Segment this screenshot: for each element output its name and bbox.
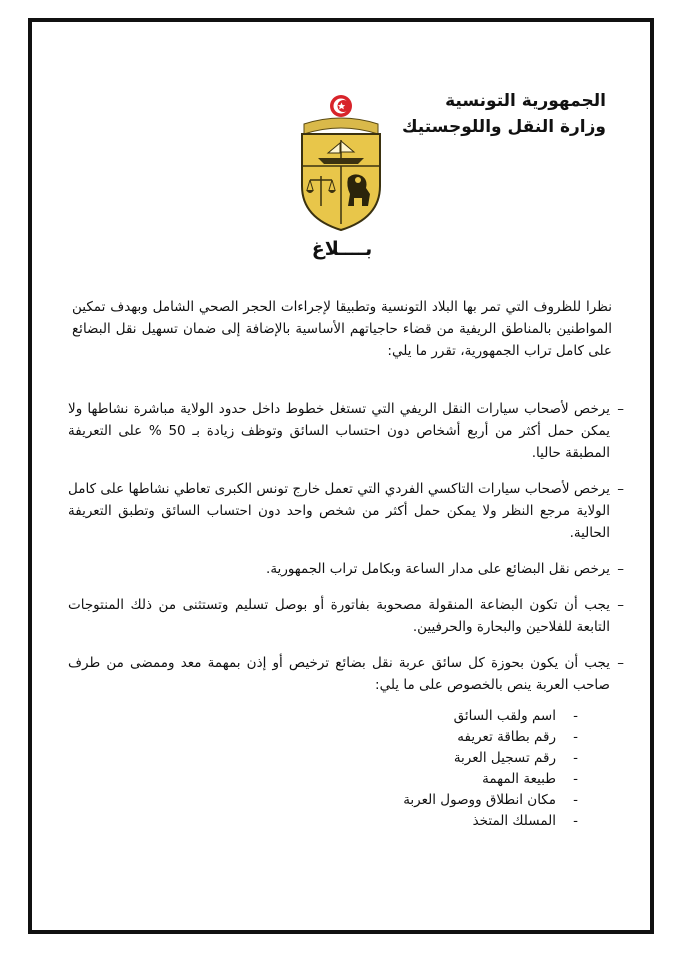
decisions-list [68, 398, 624, 710]
list-item: - رقم بطاقة تعريفه [278, 727, 578, 748]
list-item: – يجب أن يكون بحوزة كل سائق عربة نقل بضائع ترخيص أو إذن بمهمة معد وممضى من طرف صاحب العربة ينص بالخصوص على ما يلي: [68, 652, 624, 696]
ministry-name: وزارة النقل واللوجستيك [401, 117, 606, 137]
list-item: - اسم ولقب السائق [278, 706, 578, 727]
required-details-list [278, 706, 578, 832]
document-title: بــــلاغ [311, 238, 373, 260]
intro-paragraph: نظرا للظروف التي تمر بها البلاد التونسية وتطبيقا لإجراءات الحجر الصحي الشامل وبهدف تمكين المواطنين بالمناطق الريفية من قضاء حاجياتهم الأساسية بالإضافة إلى ضمان تسهيل نقل البضائع على كامل تراب الجمهورية، تقرر ما يلي: [72, 299, 612, 359]
republic-name: الجمهورية التونسية [445, 91, 606, 111]
list-item: - مكان انطلاق ووصول العربة [278, 790, 578, 811]
list-item: - رقم تسجيل العربة [278, 748, 578, 769]
list-item: - المسلك المتخذ [278, 811, 578, 832]
tunisia-coat-of-arms-icon [296, 94, 386, 234]
list-item: – يرخص نقل البضائع على مدار الساعة وبكامل تراب الجمهورية. [68, 558, 624, 580]
list-item: – يرخص لأصحاب سيارات التاكسي الفردي التي تعمل خارج تونس الكبرى تعاطي نشاطها على كامل الولاية مرجع النظر ولا يمكن حمل أكثر من شخص واحد دون احتساب السائق وتطبق التعريفة الحالية. [68, 478, 624, 544]
letterhead [402, 88, 606, 140]
list-item: – يجب أن تكون البضاعة المنقولة مصحوبة بفاتورة أو بوصل تسليم وتستثنى من ذلك المنتوجات التابعة للفلاحين والبحارة والحرفيين. [68, 594, 624, 638]
list-item: – يرخص لأصحاب سيارات النقل الريفي التي تستغل خطوط داخل حدود الولاية مباشرة نشاطها ولا يمكن حمل أكثر من أربع أشخاص دون احتساب السائق وتوظف زيادة بـ 50 % على التعريفة المطبقة حاليا. [68, 398, 624, 464]
list-item: - طبيعة المهمة [278, 769, 578, 790]
